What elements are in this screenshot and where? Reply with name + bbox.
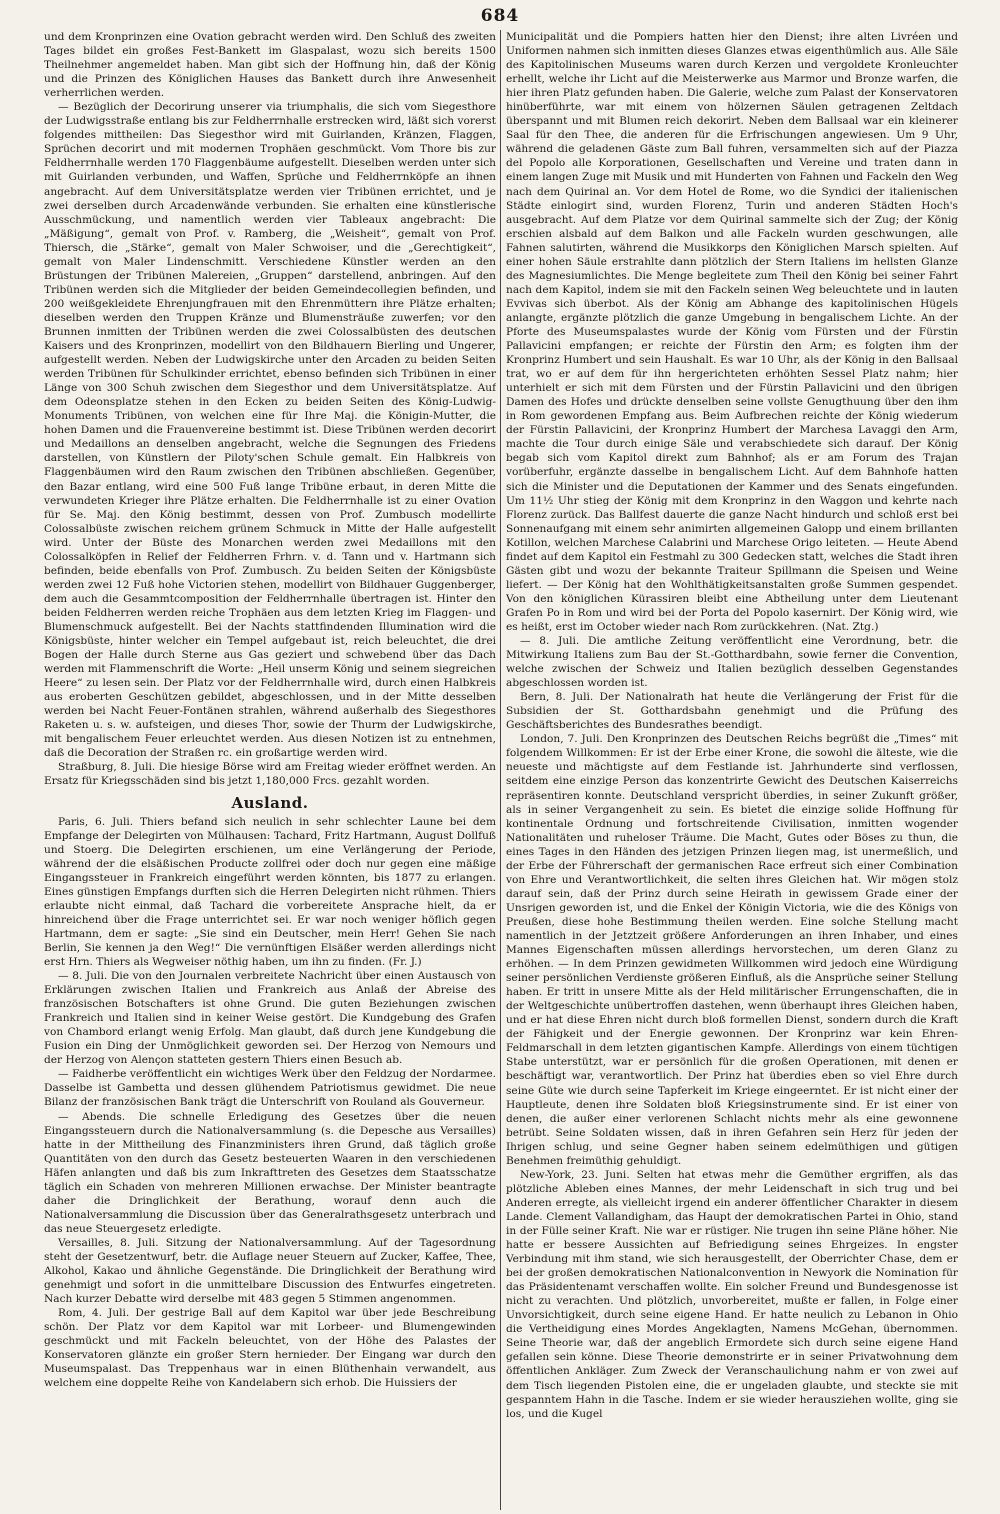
article-paragraph: Straßburg, 8. Juli. Die hiesige Börse wird am Freitag wieder eröffnet werden. An Ersatz für Kriegsschäden sind bis jetzt 1,180,000 Frcs. gezahlt worden. [44, 761, 496, 788]
article-paragraph: New-York, 23. Juni. Selten hat etwas mehr die Gemüther ergriffen, als das plötzliche Ableben eines Mannes, der mehr Leidenschaft in sich trug und bei Anderen erregte, als vielleicht irgend ein anderer öffentlicher Charakter in diesem Lande. Clement Vallandigham, das Haupt der demokratischen Partei in Ohio, stand in der Fülle seiner Kraft. Nie war er rüstiger. Nie trugen ihn seine Pläne höher. Nie hatte er bessere Aussichten auf Befriedigung seines Ehrgeizes. In engster Verbindung mit ihm stand, wie sich herausgestellt, der Oberrichter Chase, dem er bei der großen demokratischen Nationalconvention in Newyork die Nomination für das Präsidentenamt verschaffen wollte. Ein solcher Freund und Bundesgenosse ist nicht zu verachten. Und plötzlich, unvorbereitet, mußte er fallen, in Folge einer Unvorsichtigkeit, durch seine eigene Hand. Er hatte neulich zu Lebanon in Ohio die Vertheidigung eines Mordes Angeklagten, Namens McGehan, übernommen. Seine Theorie war, daß der angeblich Ermordete sich durch seine eigene Hand gefallen sein könne. Diese Theorie demonstrirte er in seiner Privatwohnung dem öffentlichen Ankläger. Zum Zweck der Veranschaulichung nahm er von zwei auf dem Tisch liegenden Pistolen eine, die er ungeladen glaubte, und steckte sie mit gespanntem Hahn in die Tasche. Indem er sie wieder herausziehen wollte, ging sie los, und die Kugel [506, 1168, 958, 1420]
article-paragraph: — 8. Juli. Die von den Journalen verbreitete Nachricht über einen Austausch von Erklärungen zwischen Italien und Frankreich aus Anlaß der Abreise des französischen Botschafters ist ohne Grund. Die guten Beziehungen zwischen Frankreich und Italien sind in keiner Weise gestört. Die Kundgebung des Grafen von Chambord erlangt wenig Erfolg. Man glaubt, daß durch jene Kundgebung die Fusion ein Ding der Unmöglichkeit geworden sei. Der Herzog von Nemours und der Herzog von Alençon statteten gestern Thiers einen Besuch ab. [44, 970, 496, 1067]
article-paragraph: — Abends. Die schnelle Erledigung des Gesetzes über die neuen Eingangssteuern durch die Nationalversammlung (s. die Depesche aus Versailles) hatte in der Mittheilung des Finanzministers ihren Grund, daß täglich große Quantitäten von den durch das Gesetz besteuerten Waaren in den verschiedenen Häfen anlangten und daß bis zum Inkrafttreten des Gesetzes dem Staatsschatze täglich ein Schaden von mehreren Millionen erwachse. Der Minister beantragte daher die Dringlichkeit der Berathung, worauf denn auch die Nationalversammlung die Discussion über das Generalrathsgesetz unterbrach und das neue Steuergesetz erledigte. [44, 1110, 496, 1235]
article-paragraph: London, 7. Juli. Den Kronprinzen des Deutschen Reichs begrüßt die „Times“ mit folgendem Willkommen: Er ist der Erbe einer Krone, die sowohl die älteste, wie die neueste und mächtigste auf dem Festlande ist. Jahrhunderte sind verflossen, seitdem eine einzige Person das konzentrirte Gewicht des Deutschen Kaiserreichs repräsentiren konnte. Deutschland verspricht überdies, in seiner Zukunft größer, als in seiner Vergangenheit zu sein. Es bietet die einzige solide Hoffnung für kontinentale Ordnung und fortschreitende Civilisation, inmitten wogender Nationalitäten und ruheloser Träume. Die Macht, Gutes oder Böses zu thun, die eines Tages in den Händen des jetzigen Prinzen liegen mag, ist unermeßlich, und der Erbe der Führerschaft der germanischen Race erfreut sich einer Combination von Ehre und Verantwortlichkeit, die selten ihres Gleichen hat. Wir mögen stolz darauf sein, daß der Prinz durch seine Heirath in gewissem Grade einer der Unsrigen geworden ist, und die Enkel der Königin Victoria, wie die des Königs von Preußen, diese hohe Bestimmung theilen werden. Eine solche Stellung macht namentlich in der Jetztzeit größere Anforderungen an ihren Inhaber, und eines Mannes Eigenschaften müssen allerdings hervorstechen, um deren Glanz zu erhöhen. — In dem Prinzen gewidmeten Willkommen wird jedoch eine Würdigung seiner persönlichen Verdienste größeren Einfluß, als die Ansprüche seiner Stellung haben. Er tritt in unsere Mitte als der Held militärischer Errungenschaften, die in der Weltgeschichte unübertroffen dastehen, wenn überhaupt ihres Gleichen haben, und er hat diese Ehren nicht durch bloß formellen Dienst, sondern durch die Kraft der Fähigkeit und der Energie gewonnen. Der Kronprinz war kein Ehren-Feldmarschall in dem letzten gigantischen Kampfe. Allerdings von einem tüchtigen Stabe unterstützt, war er persönlich für die großen Operationen, mit denen er beschäftigt war, verantwortlich. Der Prinz hat überdies eben so viel Ehre durch seine Güte wie durch seine Tapferkeit im Kriege eingeerntet. Er ist nicht einer der Hauptleute, denen ihre Soldaten bloß Kriegsinstrumente sind. Er ist einer von denen, die außer einer verlorenen Schlacht nichts mehr als eine gewonnene betrübt. Seine Soldaten wissen, daß in ihren Gefahren sein Herz für jeden der Ihrigen schlug, und seine Gegner haben seinem edelmüthigen und gütigen Benehmen freimüthig gehuldigt. [506, 733, 958, 1167]
left-column [44, 30, 496, 1510]
page-number: 684 [480, 6, 520, 26]
article-paragraph: — 8. Juli. Die amtliche Zeitung veröffentlicht eine Verordnung, betr. die Mitwirkung Italiens zum Bau der St.-Gotthardbahn, sowie ferner die Convention, welche zwischen der Schweiz und Italien bezüglich desselben Gegenstandes abgeschlossen worden ist. [506, 635, 958, 690]
right-column [506, 30, 958, 1510]
article-paragraph: und dem Kronprinzen eine Ovation gebracht werden wird. Den Schluß des zweiten Tages bildet ein großes Fest-Bankett im Glaspalast, wozu sich bereits 1500 Theilnehmer angemeldet haben. Man gibt sich der Hoffnung hin, daß der König und die Prinzen des Königlichen Hauses das Bankett durch ihre Anwesenheit verherrlichen werden. [44, 31, 496, 100]
column-divider [500, 30, 501, 1510]
article-paragraph: Versailles, 8. Juli. Sitzung der Nationalversammlung. Auf der Tagesordnung steht der Gesetzentwurf, betr. die Auflage neuer Steuern auf Zucker, Kaffee, Thee, Alkohol, Kakao und ähnliche Gegenstände. Die Dringlichkeit der Berathung wird genehmigt und sofort in die unmittelbare Discussion des Entwurfes eingetreten. Nach kurzer Debatte wird derselbe mit 483 gegen 5 Stimmen angenommen. [44, 1236, 496, 1306]
article-paragraph: Rom, 4. Juli. Der gestrige Ball auf dem Kapitol war über jede Beschreibung schön. Der Platz vor dem Kapitol war mit Lorbeer- und Blumengewinden geschmückt und mit Fackeln beleuchtet, von der Höhe des Palastes der Konservatoren glänzte ein großer Stern hernieder. Der Eingang war durch den Museumspalast. Das Treppenhaus war in einen Blüthenhain verwandelt, aus welchem eine doppelte Reihe von Kandelabern sich erhob. Die Huissiers der [44, 1307, 496, 1390]
section-heading: Ausland. [231, 793, 309, 812]
article-paragraph: Paris, 6. Juli. Thiers befand sich neulich in sehr schlechter Laune bei dem Empfange der Delegirten von Mülhausen: Tachard, Fritz Hartmann, August Dollfuß und Stoerg. Die Delegirten erschienen, um eine Verlängerung der Periode, während der die elsäßischen Producte zollfrei oder doch nur gegen eine mäßige Eingangssteuer in Frankreich eingeführt werden könnten, bis 1877 zu erlangen. Eines günstigen Empfangs durften sich die Herren Delegirten nicht rühmen. Thiers erlaubte nicht einmal, daß Tachard die vorbereitete Ansprache hielt, da er hinreichend über die Frage unterrichtet sei. Er war noch weniger höflich gegen Hartmann, dem er sagte: „Sie sind ein Deutscher, mein Herr! Gehen Sie nach Berlin, Sie kennen ja den Weg!“ Die vernünftigen Elsäßer werden allerdings nicht erst Hrn. Thiers als Wegweiser nöthig haben, um ihn zu finden. (Fr. J.) [44, 815, 496, 968]
article-paragraph: Municipalität und die Pompiers hatten hier den Dienst; ihre alten Livréen und Uniformen nahmen sich inmitten dieses Glanzes etwas eigenthümlich aus. Alle Säle des Kapitolinischen Museums waren durch Kerzen und vergoldete Kronleuchter erhellt, welche ihr Licht auf die Meisterwerke aus Marmor und Bronze warfen, die hier ihren Platz gefunden haben. Die Galerie, welche zum Palast der Konservatoren hinüberführte, war mit einem von hölzernen Säulen getragenen Zeltdach überspannt und mit Blumen reich dekorirt. Neben dem Ballsaal war ein kleinerer Saal für den Thee, die anderen für die Erfrischungen angewiesen. Um 9 Uhr, während die geladenen Gäste zum Ball fuhren, versammelten sich auf der Piazza del Popolo alle Korporationen, Gesellschaften und Vereine und traten dann in einem langen Zuge mit Musik und mit Hunderten von Fahnen und Fackeln den Weg nach dem Quirinal an. Vor dem Hotel de Rome, wo die Syndici der italienischen Städte einlogirt sind, wurden Florenz, Turin und anderen Städten Hoch's ausgebracht. Auf dem Platze vor dem Quirinal sammelte sich der Zug; der König erschien alsbald auf dem Balkon und alle Fackeln wurden geschwungen, alle Fahnen salutirten, während die Musikkorps den Königlichen Marsch spielten. Auf einer hohen Säule erstrahlte dann plötzlich der Stern Italiens im hellsten Glanze des Magnesiumlichtes. Die Menge begleitete zum Theil den König bei seiner Fahrt nach dem Kapitol, indem sie mit den Fackeln seinen Weg beleuchtete und in lauten Evvivas sich überbot. Als der König am Abhange des kapitolinischen Hügels anlangte, ergänzte plötzlich die ganze Umgebung in bengalischem Lichte. An der Pforte des Museumspalastes wurde der König vom Fürsten und der Fürstin Pallavicini empfangen; er reichte der Fürstin den Arm; es folgten ihm der Kronprinz Humbert und sein Haushalt. Es war 10 Uhr, als der König in den Ballsaal trat, wo er auf dem für ihn hergerichteten erhöhten Sessel Platz nahm; hier unterhielt er sich mit dem Fürsten und der Fürstin Pallavicini und den übrigen Damen des Hofes und drückte denselben seine vollste Genugthuung über den ihm in Rom gewordenen Empfang aus. Beim Aufbrechen reichte der König wiederum der Fürstin Pallavicini, der Kronprinz Humbert der Marchesa Lavaggi den Arm, machte die Tour durch einige Säle und verabschiedete sich darauf. Der König begab sich vom Kapitol direkt zum Bahnhof; als er am Forum des Trajan vorüberfuhr, ergänzte dasselbe in bengalischem Licht. Auf dem Bahnhofe hatten sich die Minister und die Deputationen der Kammer und des Senats eingefunden. Um 11½ Uhr stieg der König mit dem Kronprinz in den Waggon und kehrte nach Florenz zurück. Das Ballfest dauerte die ganze Nacht hindurch und schloß erst bei Sonnenaufgang mit einem sehr animirten allgemeinen Galopp und einem brillanten Kotillon, welchen Marchese Calabrini und Marchese Origo leiteten. — Heute Abend findet auf dem Kapitol ein Festmahl zu 300 Gedecken statt, welches die Stadt ihren Gästen gibt und wozu der bekannte Traiteur Spillmann die Speisen und Weine liefert. — Der König hat den Wohlthätigkeitsanstalten große Summen gespendet. Von den königlichen Kürassiren bleibt eine Abtheilung unter dem Lieutenant Grafen Po in Rom und wird bei der Porta del Popolo kasernirt. Der König wird, wie es heißt, erst im October wieder nach Rom zurückkehren. (Nat. Ztg.) [506, 31, 958, 633]
article-paragraph: — Bezüglich der Decorirung unserer via triumphalis, die sich vom Siegesthore der Ludwigsstraße entlang bis zur Feldherrnhalle erstrecken wird, läßt sich vorerst folgendes mittheilen: Das Siegesthor wird mit Guirlanden, Kränzen, Flaggen, Sprüchen decorirt und mit modernen Trophäen geschmückt. Vom Thore bis zur Feldherrnhalle werden 170 Flaggenbäume aufgestellt. Dieselben werden unter sich mit Guirlanden verbunden, und Waffen, Sprüche und Feldherrnköpfe an ihnen angebracht. Auf dem Universitätsplatze werden vier Tribünen errichtet, und je zwei derselben durch Arcadenwände verbunden. Sie erhalten eine künstlerische Ausschmückung, und namentlich werden vier Tableaux angebracht: Die „Mäßigung“, gemalt von Prof. v. Ramberg, die „Weisheit“, gemalt von Prof. Thiersch, die „Stärke“, gemalt von Maler Schwoiser, und die „Gerechtigkeit“, gemalt von Maler Lindenschmitt. Verschiedene Künstler werden an den Brüstungen der Tribünen Malereien, „Gruppen“ darstellend, anbringen. Auf den Tribünen werden sich die Mitglieder der beiden Gemeindecollegien befinden, und 200 weißgekleidete Ehrenjungfrauen mit den Ehrenmüttern ihre Plätze erhalten; dieselben werden den Truppen Kränze und Blumensträuße zuwerfen; vor den Brunnen inmitten der Tribünen werden die zwei Colossalbüsten des deutschen Kaisers und des Kronprinzen, modellirt von den Bildhauern Bierling und Ungerer, aufgestellt werden. Neben der Ludwigskirche unter den Arcaden zu beiden Seiten werden Tribünen für Schulkinder errichtet, ebenso befinden sich Tribünen in einer Länge von 300 Schuh zwischen dem Siegesthor und dem Universitätsplatze. Auf dem Odeonsplatze stehen in den Ecken zu beiden Seiten des König-Ludwig-Monuments Tribünen, von welchen eine für Ihre Maj. die Königin-Mutter, die hohen Damen und die Frauenvereine bestimmt ist. Diese Tribünen werden decorirt und Medaillons an denselben angebracht, welche die Segnungen des Friedens darstellen, von Künstlern der Piloty'schen Schule gemalt. Ein Halbkreis von Flaggenbäumen wird den Raum zwischen den Tribünen abschließen. Gegenüber, den Bazar entlang, wird eine 500 Fuß lange Tribüne erbaut, in deren Mitte die verwundeten Krieger ihre Plätze erhalten. Die Feldherrnhalle ist zu einer Ovation für Se. Maj. den König bestimmt, dessen von Prof. Zumbusch modellirte Colossalbüste zwischen reichem grünem Schmuck in Mitte der Halle aufgestellt wird. Unter der Büste des Monarchen werden zwei Medaillons mit den Colossalköpfen in Relief der Feldherren Frhrn. v. d. Tann und v. Hartmann sich befinden, beide ebenfalls von Prof. Zumbusch. Zu beiden Seiten der Königsbüste werden zwei 12 Fuß hohe Victorien stehen, modellirt von Bildhauer Guggenberger, dem auch die Gesammtcomposition der Feldherrnhalle übertragen ist. Hinter den beiden Feldherren werden reiche Trophäen aus dem letzten Krieg im Flaggen- und Blumenschmuck aufgestellt. Bei der Nachts stattfindenden Illumination wird die Königsbüste, hinter welcher ein Tempel aufgebaut ist, reich beleuchtet, die drei Bogen der Halle durch Sterne aus Gas geziert und schwebend über das Dach werden mit Flammenschrift die Worte: „Heil unserm König und seinem siegreichen Heere“ zu lesen sein. Der Platz vor der Feldherrnhalle wird, durch einen Halbkreis aus eroberten Geschützen gebildet, abgeschlossen, und in der Mitte desselben werden bei Nacht Feuer-Fontänen strahlen, während außerhalb des Siegesthores Raketen u. s. w. aufsteigen, und dieses Thor, sowie der Thurm der Ludwigskirche, mit bengalischem Feuer erleuchtet werden. Aus diesen Notizen ist zu entnehmen, daß die Decoration der Straßen rc. ein großartige werden wird. [44, 101, 496, 760]
article-paragraph: — Faidherbe veröffentlicht ein wichtiges Werk über den Feldzug der Nordarmee. Dasselbe ist Gambetta und dessen glühendem Patriotismus gewidmet. Die neue Bilanz der französischen Bank trägt die Unterschrift von Rouland als Gouverneur. [44, 1068, 496, 1109]
article-paragraph: Bern, 8. Juli. Der Nationalrath hat heute die Verlängerung der Frist für die Subsidien der St. Gotthardsbahn genehmigt und die Prüfung des Geschäftsberichtes des Bundesrathes beendigt. [506, 691, 958, 732]
